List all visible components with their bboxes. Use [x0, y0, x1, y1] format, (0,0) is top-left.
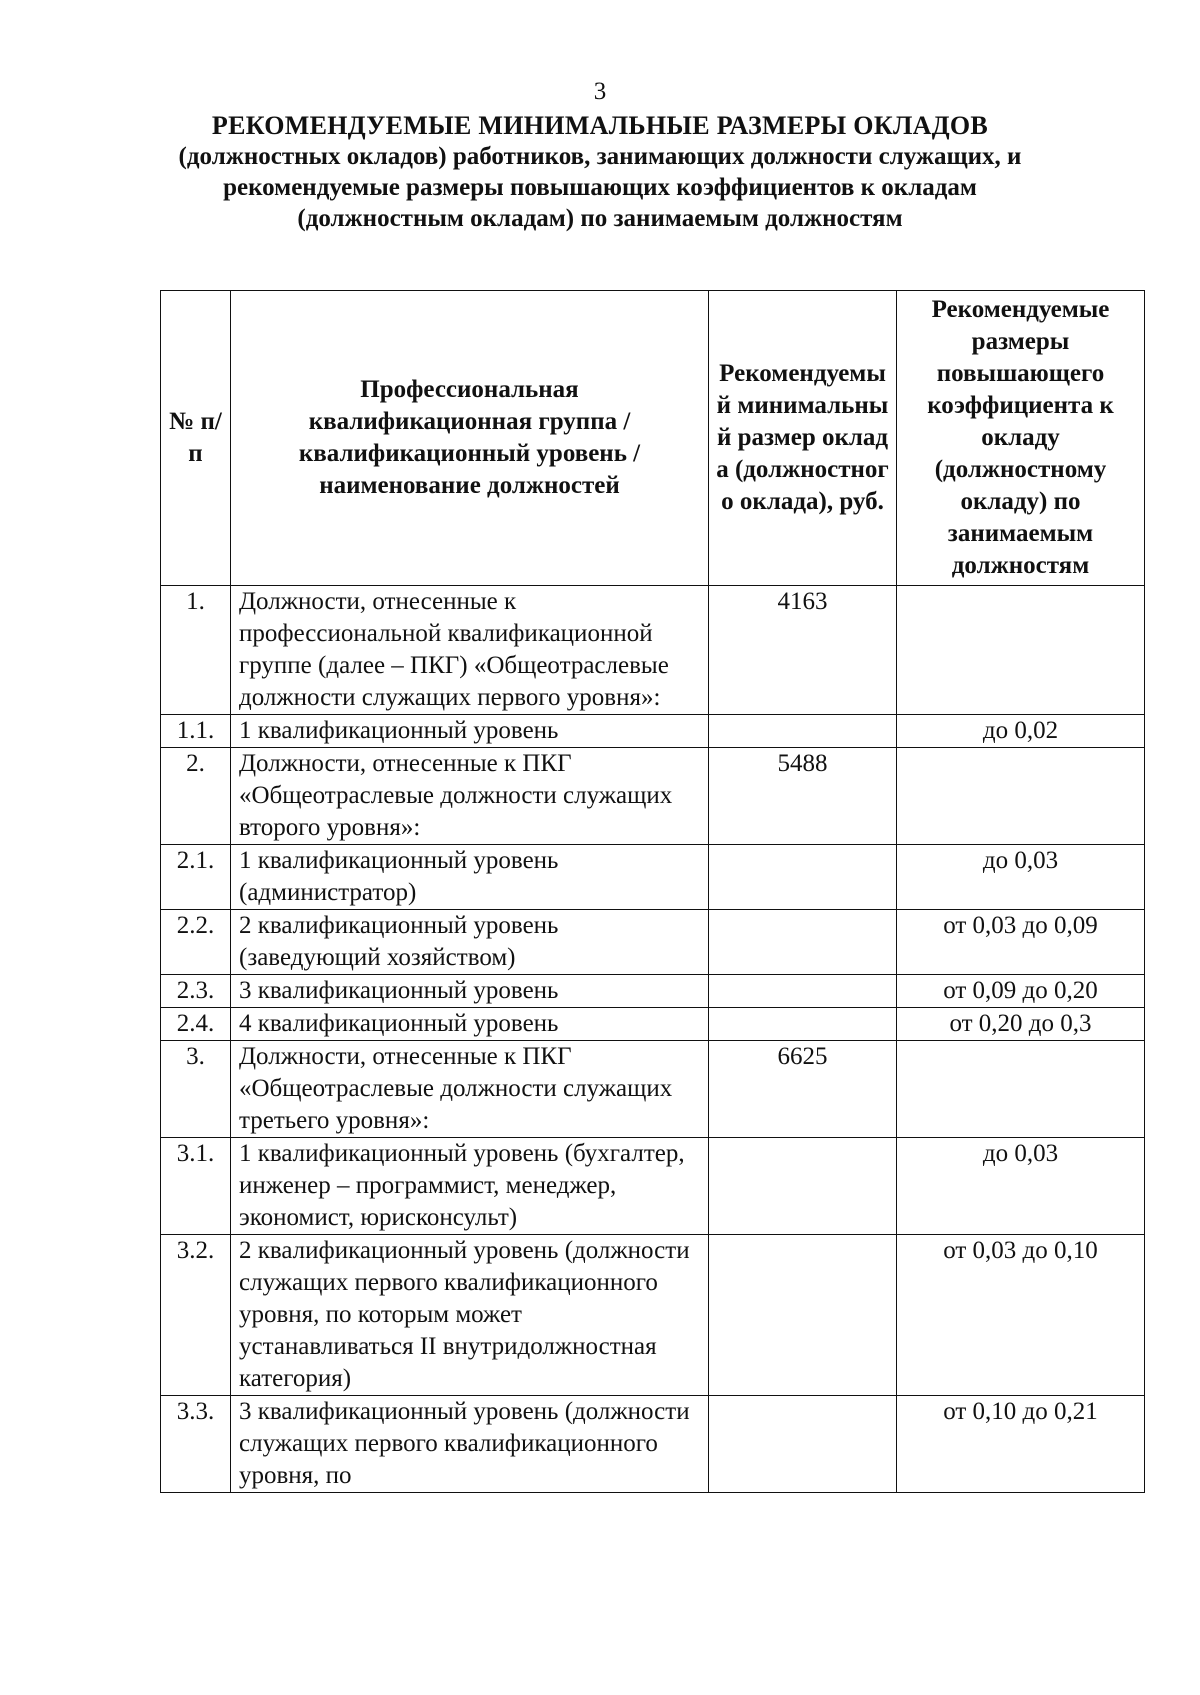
row-name: 1 квалификационный уровень — [231, 715, 709, 748]
row-coefficient: до 0,02 — [897, 715, 1145, 748]
row-name: 1 квалификационный уровень (администратор) — [231, 845, 709, 910]
header-num: № п/п — [161, 291, 231, 586]
row-coefficient: от 0,20 до 0,3 — [897, 1008, 1145, 1041]
row-coefficient: до 0,03 — [897, 845, 1145, 910]
row-name: 4 квалификационный уровень — [231, 1008, 709, 1041]
row-coefficient: от 0,09 до 0,20 — [897, 975, 1145, 1008]
table-row — [161, 845, 1145, 910]
row-num: 2.1. — [161, 845, 231, 910]
title-line-3: рекомендуемые размеры повышающих коэффициентов к окладам — [223, 174, 977, 201]
header-name: Профессиональная квалификационная группа / квалификационный уровень / наименование должностей — [231, 291, 709, 586]
row-name: 2 квалификационный уровень (заведующий хозяйством) — [231, 910, 709, 975]
header-min-salary: Рекомендуемый минимальный размер оклада (должностного оклада), руб. — [709, 291, 897, 586]
row-coefficient — [897, 1041, 1145, 1138]
row-min-salary — [709, 975, 897, 1008]
document-title — [100, 110, 1100, 234]
header-coefficient: Рекомендуемые размеры повышающего коэффициента к окладу (должностному окладу) по занимаемым должностям — [897, 291, 1145, 586]
row-coefficient: от 0,03 до 0,10 — [897, 1235, 1145, 1396]
row-min-salary — [709, 1008, 897, 1041]
table-row — [161, 910, 1145, 975]
row-coefficient: до 0,03 — [897, 1138, 1145, 1235]
row-coefficient — [897, 748, 1145, 845]
row-name: Должности, отнесенные к ПКГ «Общеотраслевые должности служащих третьего уровня»: — [231, 1041, 709, 1138]
row-min-salary — [709, 845, 897, 910]
row-num: 3.2. — [161, 1235, 231, 1396]
table-row — [161, 975, 1145, 1008]
row-name: Должности, отнесенные к профессиональной квалификационной группе (далее – ПКГ) «Общеотраслевые должности служащих первого уровня»: — [231, 586, 709, 715]
table-row — [161, 586, 1145, 715]
table-row — [161, 1396, 1145, 1493]
salary-table — [160, 290, 1145, 1493]
row-min-salary — [709, 1396, 897, 1493]
row-min-salary — [709, 1138, 897, 1235]
row-num: 2.4. — [161, 1008, 231, 1041]
row-coefficient — [897, 586, 1145, 715]
row-name: 1 квалификационный уровень (бухгалтер, инженер – программист, менеджер, экономист, юрисконсульт) — [231, 1138, 709, 1235]
row-min-salary — [709, 910, 897, 975]
row-min-salary — [709, 1235, 897, 1396]
row-name: 3 квалификационный уровень — [231, 975, 709, 1008]
table-row — [161, 748, 1145, 845]
row-num: 2.2. — [161, 910, 231, 975]
table-header-row — [161, 291, 1145, 586]
table-row — [161, 1138, 1145, 1235]
row-num: 2.3. — [161, 975, 231, 1008]
row-num: 3.1. — [161, 1138, 231, 1235]
row-num: 3. — [161, 1041, 231, 1138]
row-coefficient: от 0,10 до 0,21 — [897, 1396, 1145, 1493]
row-name: 3 квалификационный уровень (должности служащих первого квалификационного уровня, по — [231, 1396, 709, 1493]
row-num: 3.3. — [161, 1396, 231, 1493]
row-num: 1.1. — [161, 715, 231, 748]
row-num: 1. — [161, 586, 231, 715]
table-row — [161, 1235, 1145, 1396]
table-row — [161, 1008, 1145, 1041]
row-min-salary: 6625 — [709, 1041, 897, 1138]
title-line-2: (должностных окладов) работников, занимающих должности служащих, и — [178, 143, 1022, 170]
table-row — [161, 715, 1145, 748]
title-line-4: (должностным окладам) по занимаемым должностям — [297, 205, 903, 232]
row-name: Должности, отнесенные к ПКГ «Общеотраслевые должности служащих второго уровня»: — [231, 748, 709, 845]
table-row — [161, 1041, 1145, 1138]
page-number: 3 — [593, 78, 607, 105]
row-name: 2 квалификационный уровень (должности служащих первого квалификационного уровня, по которым может устанавливаться II внутридолжностная категория) — [231, 1235, 709, 1396]
title-line-1: РЕКОМЕНДУЕМЫЕ МИНИМАЛЬНЫЕ РАЗМЕРЫ ОКЛАДОВ — [211, 111, 989, 140]
row-num: 2. — [161, 748, 231, 845]
row-min-salary: 5488 — [709, 748, 897, 845]
row-min-salary — [709, 715, 897, 748]
row-coefficient: от 0,03 до 0,09 — [897, 910, 1145, 975]
row-min-salary: 4163 — [709, 586, 897, 715]
